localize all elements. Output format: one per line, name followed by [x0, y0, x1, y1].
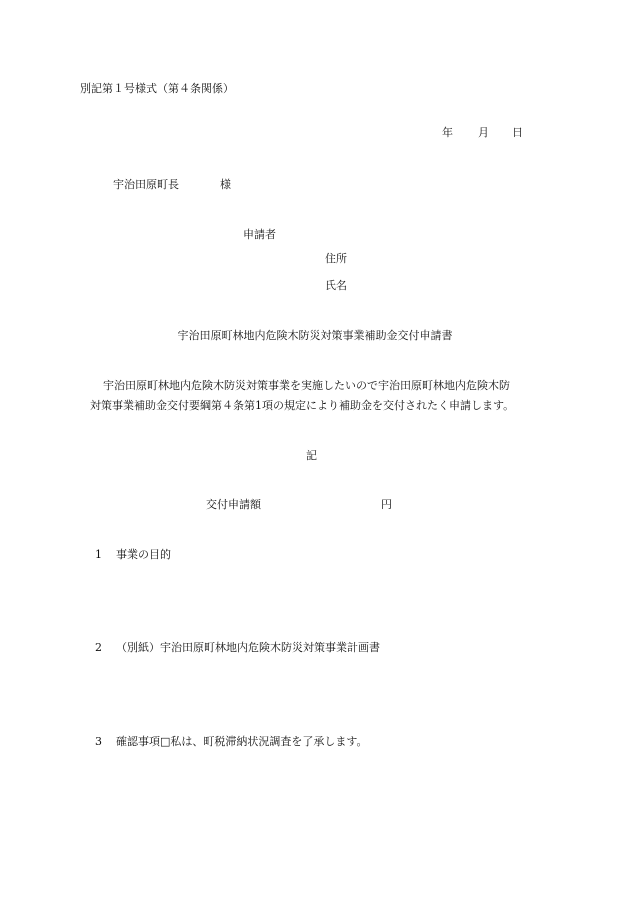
document-title: 宇治田原町林地内危険木防災対策事業補助金交付申請書 [177, 329, 453, 342]
item-2-number: 2 [95, 641, 102, 654]
body-text-line-2: 対策事業補助金交付要綱第４条第1項の規定により補助金を交付されたく申請します。 [90, 399, 515, 412]
item-3-text: 確認事項□私は、町税滞納状況調査を了承します。 [116, 735, 368, 748]
item-1-text: 事業の目的 [116, 548, 171, 561]
applicant-name-label: 氏名 [325, 279, 347, 292]
date-year-label: 年 [442, 126, 453, 139]
date-month-label: 月 [478, 126, 489, 139]
item-1-number: 1 [95, 548, 102, 561]
addressee-name: 宇治田原町長 [113, 178, 179, 191]
addressee-honorific: 様 [220, 178, 231, 191]
applicant-address-label: 住所 [325, 252, 347, 265]
item-2-text: （別紙）宇治田原町林地内危険木防災対策事業計画書 [116, 641, 380, 654]
body-text-line-1: 宇治田原町林地内危険木防災対策事業を実施したいので宇治田原町林地内危険木防 [103, 379, 510, 392]
note-heading: 記 [306, 449, 317, 462]
amount-unit: 円 [381, 498, 392, 511]
applicant-label: 申請者 [243, 228, 276, 241]
date-day-label: 日 [512, 126, 523, 139]
amount-label: 交付申請額 [206, 498, 261, 511]
item-3-number: 3 [95, 735, 102, 748]
form-number: 別記第１号様式（第４条関係） [80, 82, 234, 95]
